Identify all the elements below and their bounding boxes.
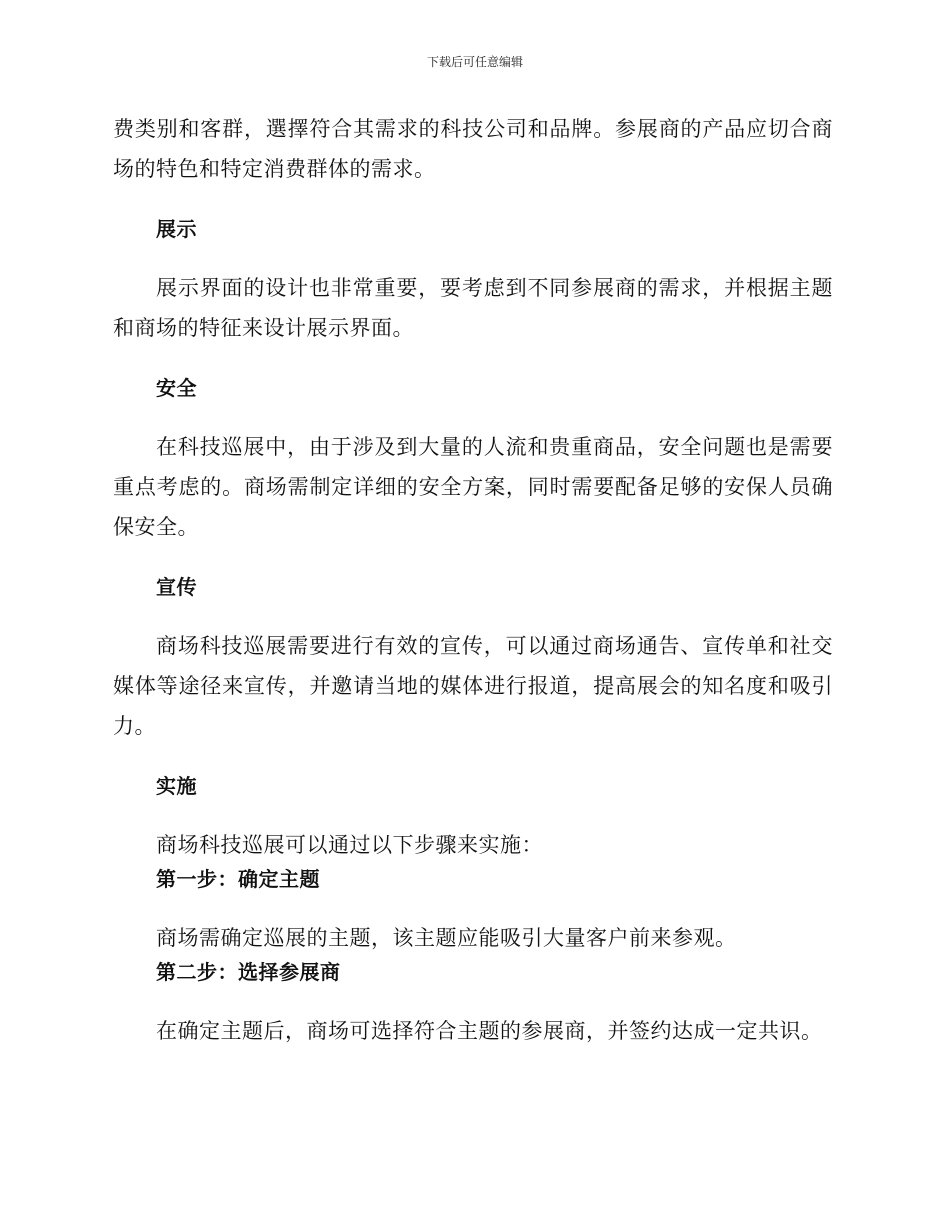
section-paragraph-display: 展示界面的设计也非常重要，要考虑到不同参展商的需求，并根据主题和商场的特征来设计展示界面。	[113, 276, 833, 340]
document-body	[113, 109, 833, 1051]
step-paragraph-2: 在确定主题后，商场可选择符合主题的参展商，并签约达成一定共识。	[156, 1019, 823, 1043]
section-heading-implementation: 实施	[156, 774, 197, 798]
step-heading-1: 第一步：确定主题	[156, 867, 320, 891]
step-heading-2: 第二步：选择参展商	[156, 960, 341, 984]
section-paragraph-safety: 在科技巡展中，由于涉及到大量的人流和贵重商品，安全问题也是需要重点考虑的。商场需制定详细的安全方案，同时需要配备足够的安保人员确保安全。	[113, 435, 833, 539]
page-header: 下载后可任意编辑	[426, 55, 523, 69]
section-heading-display: 展示	[156, 217, 197, 241]
section-heading-promotion: 宣传	[156, 575, 197, 599]
intro-paragraph: 费类别和客群，選擇符合其需求的科技公司和品牌。参展商的产品应切合商场的特色和特定消费群体的需求。	[113, 117, 833, 181]
step-paragraph-1: 商场需确定巡展的主题，该主题应能吸引大量客户前来参观。	[156, 926, 737, 950]
section-paragraph-promotion: 商场科技巡展需要进行有效的宣传，可以通过商场通告、宣传单和社交媒体等途径来宣传，并邀请当地的媒体进行报道，提高展会的知名度和吸引力。	[113, 634, 833, 738]
section-paragraph-implementation: 商场科技巡展可以通过以下步骤来实施：	[156, 833, 543, 857]
section-heading-safety: 安全	[156, 376, 197, 400]
